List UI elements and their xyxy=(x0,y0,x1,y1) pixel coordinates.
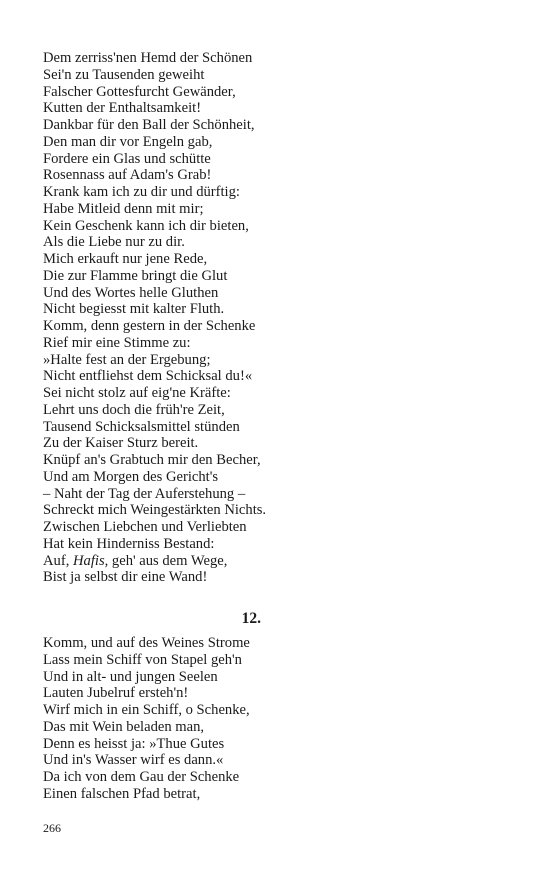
poem-line: Die zur Flamme bringt die Glut xyxy=(43,267,228,284)
poem-line: Komm, und auf des Weines Strome xyxy=(43,635,250,651)
poem-line: Lass mein Schiff von Stapel geh'n xyxy=(43,651,242,668)
page-body xyxy=(43,50,513,803)
poem-line: Wirf mich in ein Schiff, o Schenke, xyxy=(43,702,250,718)
poem-line: Mich erkauft nur jene Rede, xyxy=(43,251,208,267)
poem-line: Falscher Gottesfurcht Gewänder, xyxy=(43,83,236,100)
poem-line: Habe Mitleid denn mit mir; xyxy=(43,200,204,217)
poem-line: Das mit Wein beladen man, xyxy=(43,718,205,735)
poem-line: Und am Morgen des Gericht's xyxy=(43,468,219,485)
poem-line: Und des Wortes helle Gluthen xyxy=(43,284,219,301)
poem-line: Rosennass auf Adam's Grab! xyxy=(43,167,212,184)
poem-line: Dankbar für den Ball der Schönheit, xyxy=(43,117,255,133)
poem-line: Denn es heisst ja: »Thue Gutes xyxy=(43,735,225,752)
poem-line: Komm, denn gestern in der Schenke xyxy=(43,318,256,334)
poem-line: Den man dir vor Engeln gab, xyxy=(43,133,213,150)
poem-line: Kein Geschenk kann ich dir bieten, xyxy=(43,217,249,234)
poem-number-heading: 12. xyxy=(241,610,261,627)
poem-line: Hat kein Hinderniss Bestand: xyxy=(43,535,215,552)
poem-line: Bist ja selbst dir eine Wand! xyxy=(43,569,208,586)
poem-line: Sei nicht stolz auf eig'ne Kräfte: xyxy=(43,385,231,401)
poem-line: Zu der Kaiser Sturz bereit. xyxy=(43,435,199,452)
poem-line: Rief mir eine Stimme zu: xyxy=(43,334,191,351)
page-number: 266 xyxy=(43,821,61,835)
poem-line: Lehrt uns doch die früh're Zeit, xyxy=(43,401,225,418)
poem-line: Lauten Jubelruf ersteh'n! xyxy=(43,685,189,702)
poem-line: Tausend Schicksalsmittel stünden xyxy=(43,418,240,435)
poem-line: Auf, Hafis, geh' aus dem Wege, xyxy=(43,552,228,569)
poem-line: – Naht der Tag der Auferstehung – xyxy=(43,485,246,502)
poem-line: Kutten der Enthaltsamkeit! xyxy=(43,100,202,117)
poem-line: Fordere ein Glas und schütte xyxy=(43,150,211,167)
poem-line: Knüpf an's Grabtuch mir den Becher, xyxy=(43,452,261,468)
poem-line: Schreckt mich Weingestärkten Nichts. xyxy=(43,502,267,519)
poem-line: Zwischen Liebchen und Verliebten xyxy=(43,519,247,535)
poem-line: Dem zerriss'nen Hemd der Schönen xyxy=(43,50,253,66)
poem-line: Einen falschen Pfad betrat, xyxy=(43,785,201,802)
poem-line: Und in alt- und jungen Seelen xyxy=(43,668,218,685)
poem-line: »Halte fest an der Ergebung; xyxy=(43,351,211,368)
poem-line: Sei'n zu Tausenden geweiht xyxy=(43,66,205,83)
poem-line: Da ich von dem Gau der Schenke xyxy=(43,769,240,785)
poem-previous xyxy=(43,50,513,553)
poem-line: Nicht entfliehst dem Schicksal du!« xyxy=(43,368,253,385)
poem-line: Und in's Wasser wirf es dann.« xyxy=(43,752,224,769)
poem-line: Krank kam ich zu dir und dürftig: xyxy=(43,184,240,200)
poem-12 xyxy=(43,635,513,803)
poet-name: Hafis xyxy=(73,552,105,569)
poem-line: Nicht begiesst mit kalter Fluth. xyxy=(43,301,225,318)
poem-line: Als die Liebe nur zu dir. xyxy=(43,234,185,251)
